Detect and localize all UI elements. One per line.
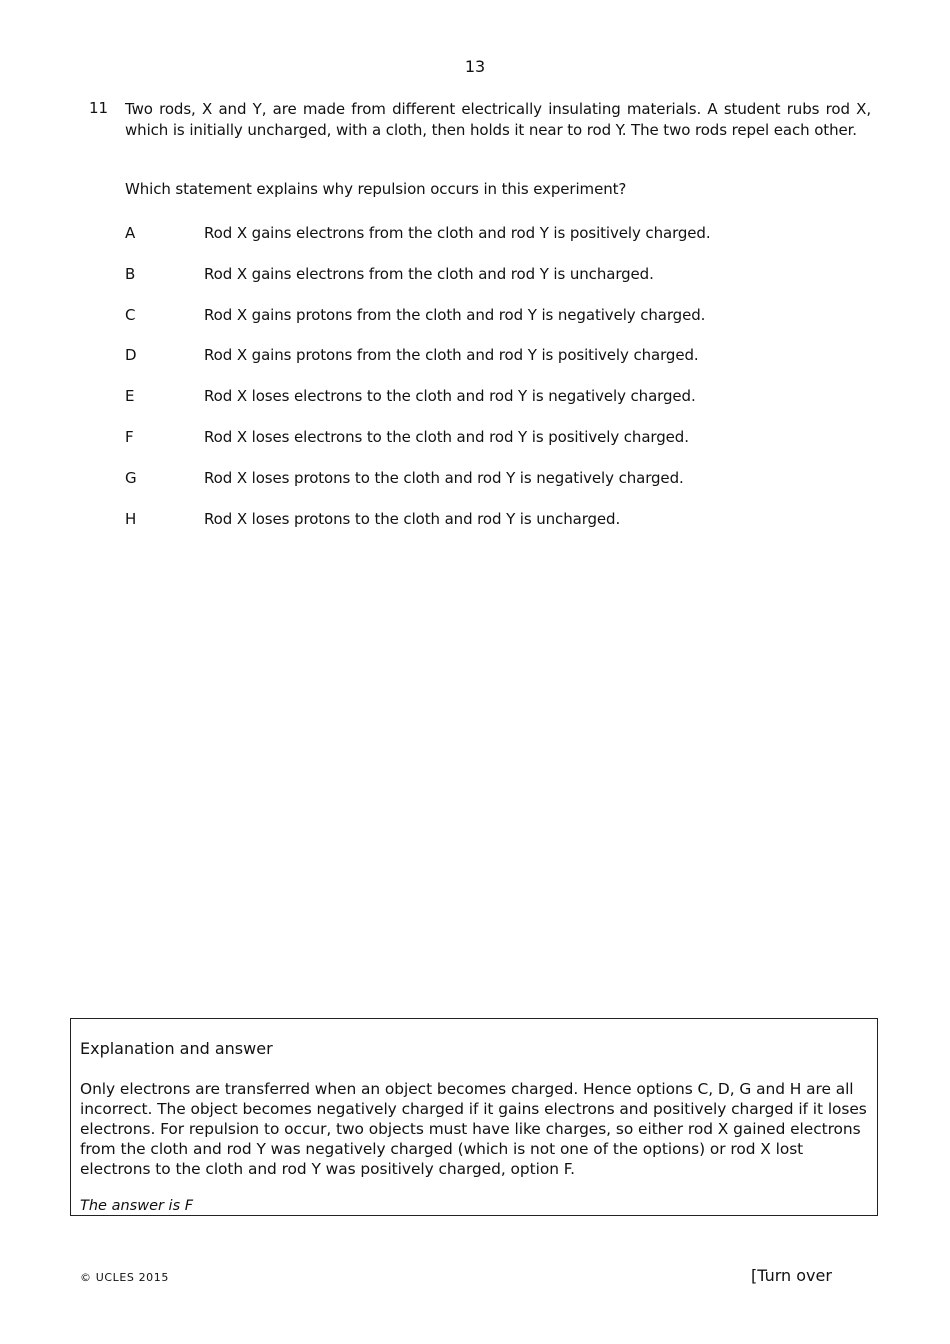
turn-over-label: [Turn over xyxy=(751,1266,832,1285)
question-prompt: Which statement explains why repulsion occurs in this experiment? xyxy=(125,180,627,198)
option-letter: C xyxy=(125,305,136,324)
option-letter: A xyxy=(125,224,136,242)
question-number: 11 xyxy=(89,99,109,117)
option-text: Rod X loses electrons to the cloth and rod Y is negatively charged. xyxy=(204,387,696,406)
option-e xyxy=(125,387,871,428)
explanation-title: Explanation and answer xyxy=(80,1039,273,1058)
answer-options xyxy=(125,224,871,550)
option-text: Rod X gains protons from the cloth and rod Y is positively charged. xyxy=(204,346,699,365)
option-letter: G xyxy=(125,468,137,487)
option-g xyxy=(125,469,871,510)
option-text: Rod X loses electrons to the cloth and rod Y is positively charged. xyxy=(204,427,689,446)
option-text: Rod X loses protons to the cloth and rod Y is uncharged. xyxy=(204,509,621,528)
option-letter: H xyxy=(125,509,137,528)
option-text: Rod X gains electrons from the cloth and rod Y is uncharged. xyxy=(204,264,654,283)
option-c xyxy=(125,306,871,347)
option-letter: F xyxy=(125,427,134,446)
option-d xyxy=(125,346,871,387)
page-number: 13 xyxy=(464,57,486,76)
question-stem: Two rods, X and Y, are made from different electrically insulating materials. A student rubs rod X, which is initially uncharged, with a cloth, then holds it near to rod Y. The two rods repel each other. xyxy=(125,100,871,139)
option-f xyxy=(125,428,871,469)
option-text: Rod X gains protons from the cloth and rod Y is negatively charged. xyxy=(204,305,706,324)
option-letter: D xyxy=(125,346,137,365)
option-h xyxy=(125,510,871,551)
option-letter: E xyxy=(125,387,135,406)
copyright-notice: © UCLES 2015 xyxy=(80,1271,169,1284)
option-a xyxy=(125,224,871,265)
explanation-box xyxy=(70,1018,878,1216)
option-letter: B xyxy=(125,264,136,283)
option-text: Rod X gains electrons from the cloth and rod Y is positively charged. xyxy=(204,224,711,242)
explanation-answer: The answer is F xyxy=(80,1198,194,1214)
option-b xyxy=(125,265,871,306)
explanation-body: Only electrons are transferred when an object becomes charged. Hence options C, D, G and H are all incorrect. The object becomes negatively charged if it gains electrons and positively charged if it loses electrons. For repulsion to occur, two objects must have like charges, so either rod X gained electrons from the cloth and rod Y was negatively charged (which is not one of the options) or rod X lost electrons to the cloth and rod Y was positively charged, option F. xyxy=(80,1080,867,1178)
option-text: Rod X loses protons to the cloth and rod Y is negatively charged. xyxy=(204,468,684,487)
